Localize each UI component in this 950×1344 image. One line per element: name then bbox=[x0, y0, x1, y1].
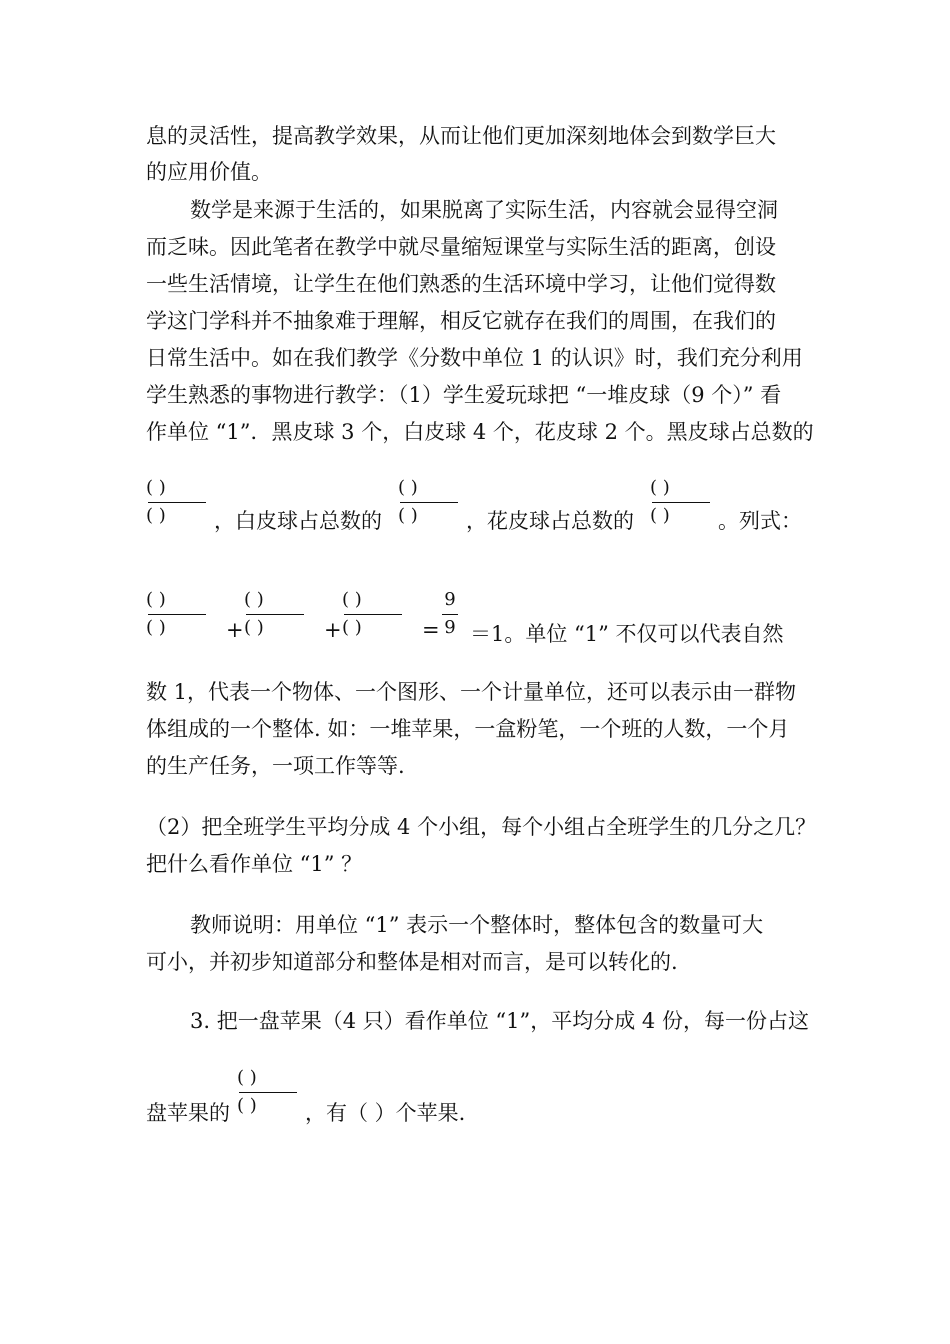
fraction-bar bbox=[148, 614, 206, 615]
text-line: 日常生活中。如在我们教学《分数中单位 1 的认识》时，我们充分利用 bbox=[146, 346, 803, 370]
fraction-blank bbox=[146, 590, 208, 640]
fraction-bar bbox=[344, 614, 402, 615]
fraction-denominator: 9 bbox=[444, 617, 456, 638]
fraction-denominator: ( ) bbox=[146, 505, 166, 526]
text-line: 教师说明：用单位 “1” 表示一个整体时，整体包含的数量可大 bbox=[190, 913, 764, 937]
text-line: 学这门学科并不抽象难于理解，相反它就存在我们的周围，在我们的 bbox=[146, 309, 776, 333]
text-line: 的生产任务，一项工作等等. bbox=[146, 754, 405, 778]
text-line: 盘苹果的 bbox=[146, 1101, 230, 1125]
fraction-numerator: ( ) bbox=[398, 477, 418, 498]
fraction-numerator: ( ) bbox=[650, 477, 670, 498]
text-line: ＝1。单位 “1” 不仅可以代表自然 bbox=[470, 622, 784, 646]
fraction-numerator: ( ) bbox=[342, 589, 362, 610]
text-line: （2）把全班学生平均分成 4 个小组，每个小组占全班学生的几分之几？ bbox=[146, 815, 817, 839]
fraction-blank bbox=[244, 590, 306, 640]
fraction-numerator: ( ) bbox=[146, 477, 166, 498]
text-line: 3. 把一盘苹果（4 只）看作单位 “1”，平均分成 4 份，每一份占这 bbox=[190, 1009, 809, 1033]
text-line: 而乏味。因此笔者在教学中就尽量缩短课堂与实际生活的距离，创设 bbox=[146, 235, 776, 259]
fraction-bar bbox=[652, 502, 710, 503]
text-line: ，花皮球占总数的 bbox=[466, 509, 634, 533]
plus-sign: + bbox=[226, 618, 244, 642]
text-line: 可小，并初步知道部分和整体是相对而言，是可以转化的. bbox=[146, 950, 678, 974]
text-line: 息的灵活性，提高教学效果，从而让他们更加深刻地体会到数学巨大 bbox=[146, 124, 776, 148]
fraction-blank bbox=[342, 590, 404, 640]
fraction-bar bbox=[442, 614, 458, 615]
fraction-blank bbox=[650, 478, 712, 528]
fraction-bar bbox=[400, 502, 458, 503]
equals-sign: = bbox=[422, 618, 440, 642]
text-line: 学生熟悉的事物进行教学：（1）学生爱玩球把 “一堆皮球（9 个）” 看 bbox=[146, 383, 782, 407]
fraction-denominator: ( ) bbox=[244, 617, 264, 638]
fraction-blank bbox=[398, 478, 460, 528]
fraction-denominator: ( ) bbox=[146, 617, 166, 638]
text-line: 作单位 “1”．黑皮球 3 个，白皮球 4 个，花皮球 2 个。黑皮球占总数的 bbox=[146, 420, 814, 444]
text-line: 一些生活情境，让学生在他们熟悉的生活环境中学习，让他们觉得数 bbox=[146, 272, 776, 296]
plus-sign: + bbox=[324, 618, 342, 642]
text-line: 数 1，代表一个物体、一个图形、一个计量单位，还可以表示由一群物 bbox=[146, 680, 797, 704]
fraction-blank bbox=[146, 478, 208, 528]
text-line: 的应用价值。 bbox=[146, 160, 272, 184]
fraction-bar bbox=[148, 502, 206, 503]
fraction-blank bbox=[237, 1068, 299, 1118]
fraction-denominator: ( ) bbox=[342, 617, 362, 638]
fraction-denominator: ( ) bbox=[398, 505, 418, 526]
text-line: 把什么看作单位 “1” ？ bbox=[146, 852, 363, 876]
fraction-numerator: 9 bbox=[444, 589, 456, 610]
fraction-bar bbox=[239, 1092, 297, 1093]
fraction-denominator: ( ) bbox=[650, 505, 670, 526]
text-line: 。列式： bbox=[718, 509, 802, 533]
fraction-numerator: ( ) bbox=[237, 1067, 257, 1088]
fraction-denominator: ( ) bbox=[237, 1095, 257, 1116]
text-line: ，白皮球占总数的 bbox=[214, 509, 382, 533]
fraction-nine-ninths bbox=[440, 590, 460, 640]
fraction-bar bbox=[246, 614, 304, 615]
fraction-numerator: ( ) bbox=[146, 589, 166, 610]
text-line: 数学是来源于生活的，如果脱离了实际生活，内容就会显得空洞 bbox=[190, 198, 778, 222]
text-line: 体组成的一个整体. 如：一堆苹果，一盒粉笔，一个班的人数，一个月 bbox=[146, 717, 790, 741]
fraction-numerator: ( ) bbox=[244, 589, 264, 610]
text-line: ，有（ ）个苹果. bbox=[305, 1101, 466, 1125]
